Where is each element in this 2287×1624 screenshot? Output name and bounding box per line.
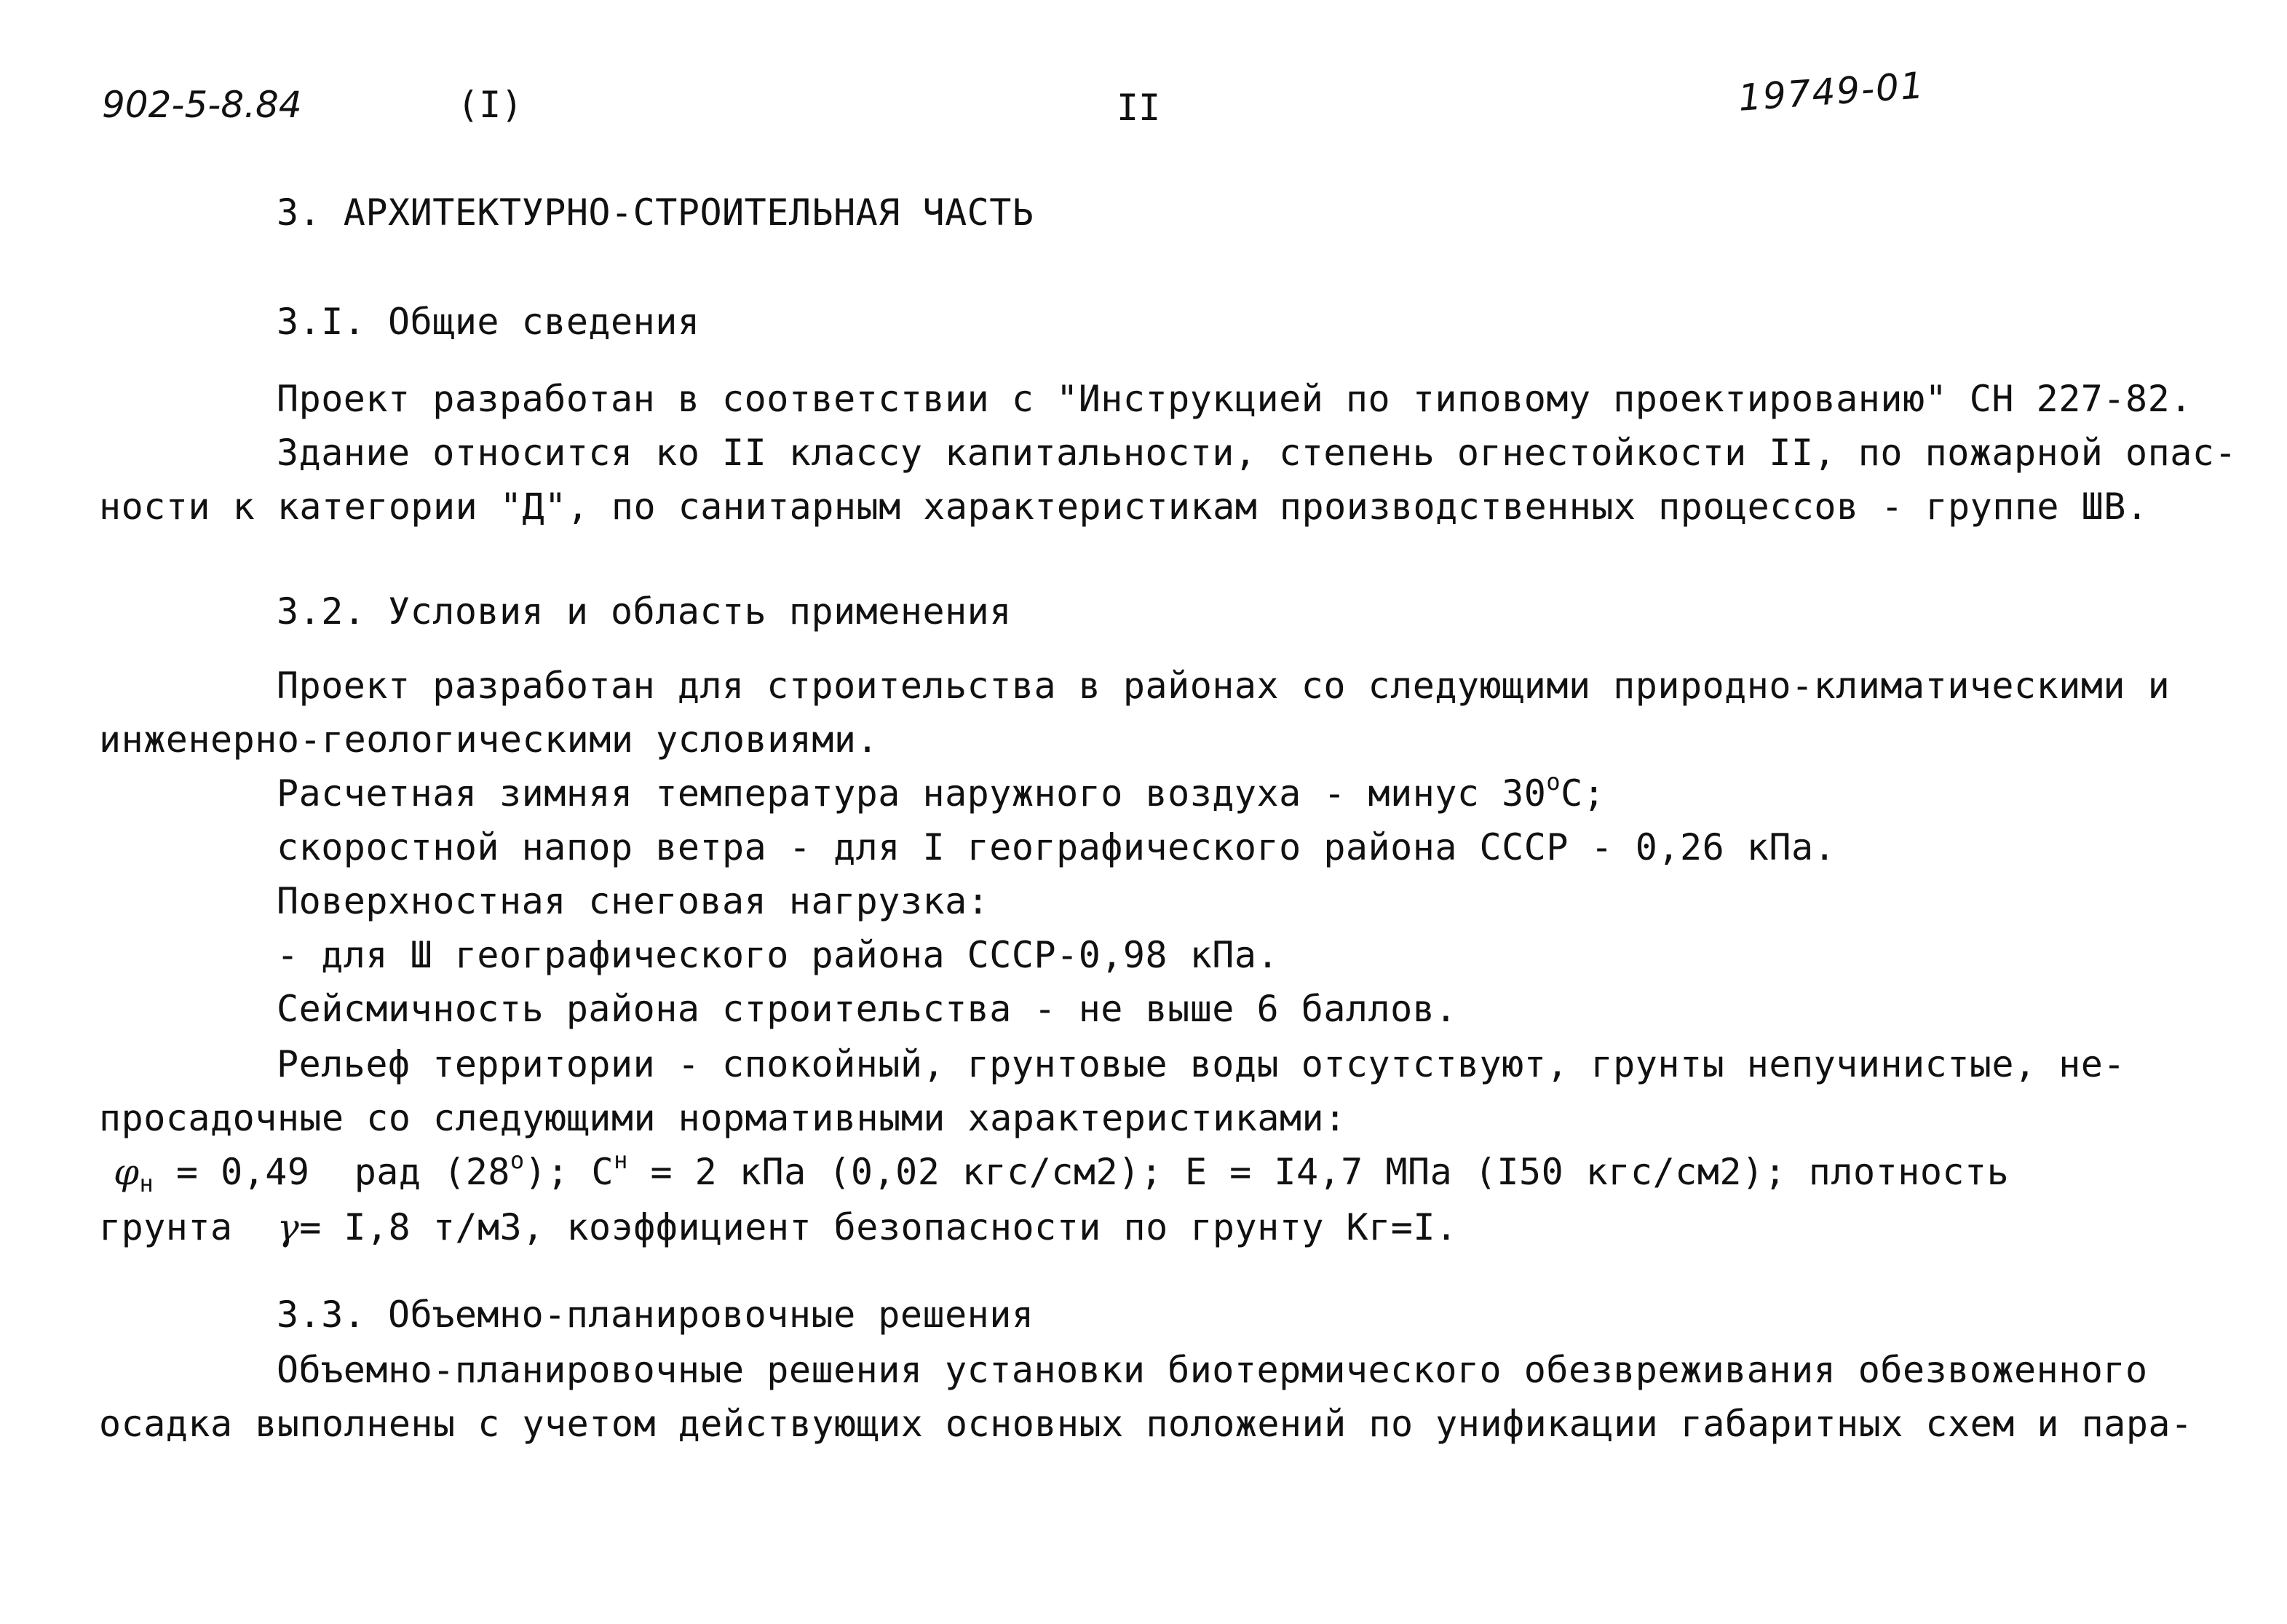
paragraph-line: осадка выполнены с учетом действующих основных положений по унификации габаритных схем и пара- bbox=[99, 1403, 2193, 1445]
paragraph-line: Поверхностная снеговая нагрузка: bbox=[277, 880, 990, 922]
paragraph-line: ности к категории "Д", по санитарным характеристикам производственных процессов - группе ШВ. bbox=[99, 486, 2149, 528]
subsection-heading-3-1: 3.I. Общие сведения bbox=[277, 301, 700, 343]
paragraph-line: просадочные со следующими нормативными характеристиками: bbox=[99, 1097, 1347, 1139]
document-part: (I) bbox=[457, 84, 523, 126]
paragraph-line: Здание относится ко II классу капитальности, степень огнестойкости II, по пожарной опас- bbox=[277, 432, 2238, 474]
degree-mark: о bbox=[1546, 768, 1561, 796]
temperature-line bbox=[277, 768, 1606, 815]
archive-number: 19749-01 bbox=[1737, 64, 1927, 119]
paragraph-line: Рельеф территории - спокойный, грунтовые воды отсутствуют, грунты непучинистые, не- bbox=[277, 1043, 2126, 1085]
document-code: 902-5-8.84 bbox=[102, 84, 302, 126]
soil-density-prefix: грунта bbox=[99, 1206, 277, 1248]
soil-text-a: = 0,49 рад (28 bbox=[154, 1151, 510, 1193]
phi-subscript: н bbox=[139, 1170, 154, 1197]
temperature-unit: С; bbox=[1561, 772, 1606, 815]
page-number: II bbox=[1117, 87, 1161, 129]
paragraph-line: Проект разработан для строительства в районах со следующими природно-климатическими и bbox=[277, 665, 2171, 707]
paragraph-line: инженерно-геологическими условиями. bbox=[99, 718, 879, 761]
section-title: 3. АРХИТЕКТУРНО-СТРОИТЕЛЬНАЯ ЧАСТЬ bbox=[277, 191, 1034, 234]
subsection-heading-3-3: 3.3. Объемно-планировочные решения bbox=[277, 1294, 1034, 1336]
soil-density-line bbox=[99, 1205, 1458, 1249]
phi-symbol: φ bbox=[114, 1151, 140, 1193]
degree-mark: о bbox=[510, 1146, 525, 1174]
soil-text-c: = 2 кПа (0,02 кгс/см2); Е = I4,7 МПа (I50 кгс/см2); плотность bbox=[627, 1151, 2010, 1193]
temperature-text: Расчетная зимняя температура наружного воздуха - минус 30 bbox=[277, 772, 1547, 815]
paragraph-line: Проект разработан в соответствии с "Инструкцией по типовому проектированию" СН 227-82. bbox=[277, 378, 2192, 420]
soil-characteristics-line bbox=[114, 1146, 2010, 1197]
paragraph-line: Объемно-планировочные решения установки биотермического обезвреживания обезвоженного bbox=[277, 1349, 2148, 1391]
gamma-symbol: γ bbox=[277, 1206, 300, 1248]
paragraph-line: Сейсмичность района строительства - не выше 6 баллов. bbox=[277, 988, 1457, 1030]
soil-text-b: ); С bbox=[524, 1151, 614, 1193]
soil-density-text: = I,8 т/м3, коэффициент безопасности по грунту Кг=I. bbox=[299, 1206, 1458, 1248]
subsection-heading-3-2: 3.2. Условия и область применения bbox=[277, 590, 1012, 633]
paragraph-line: скоростной напор ветра - для I географического района СССР - 0,26 кПа. bbox=[277, 826, 1836, 868]
paragraph-line: - для Ш географического района СССР-0,98 кПа. bbox=[277, 934, 1280, 976]
cohesion-superscript: н bbox=[614, 1146, 628, 1174]
